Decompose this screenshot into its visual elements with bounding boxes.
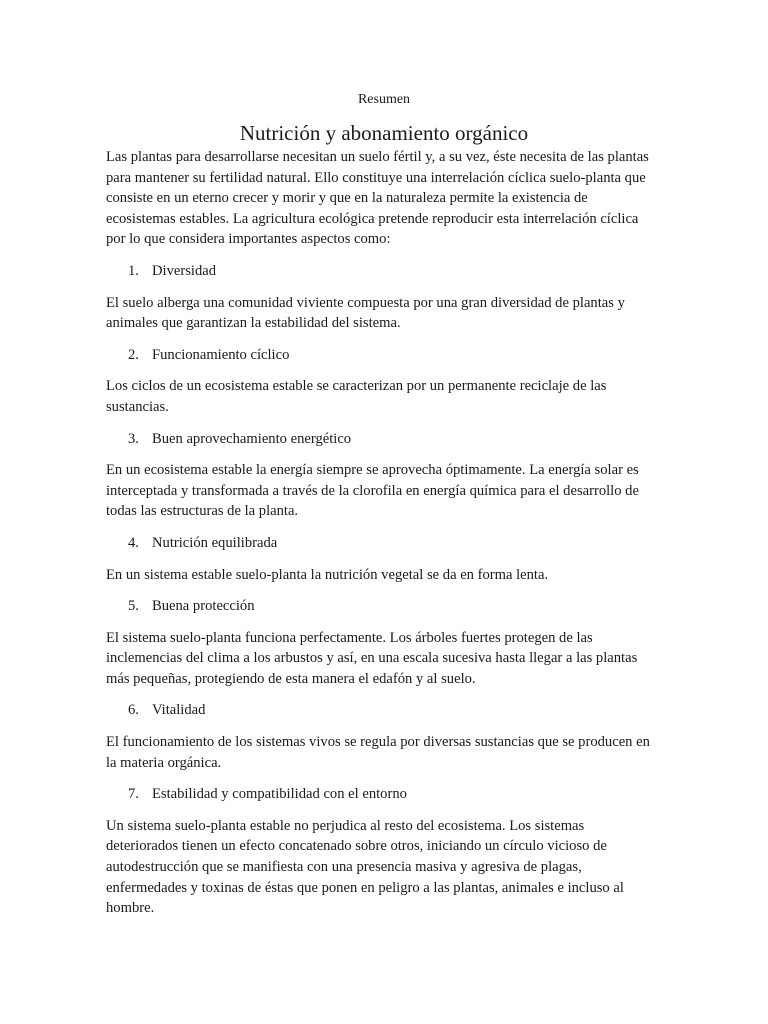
- list-item-number: 6.: [128, 702, 139, 719]
- document-body: [106, 147, 658, 930]
- list-item-heading: [106, 784, 658, 805]
- list-item-number: 2.: [128, 346, 139, 363]
- list-item-title: Diversidad: [152, 262, 217, 279]
- list-item-title: Buen aprovechamiento energético: [152, 430, 352, 447]
- list-item-number: 3.: [128, 430, 139, 447]
- list-item-heading: [106, 345, 658, 366]
- list-item-heading: [106, 429, 658, 450]
- list-item-paragraph: Un sistema suelo-planta estable no perjudica al resto del ecosistema. Los sistemas deteriorados tienen un efecto concatenado sobre otros, iniciando un círculo vicioso de autodestrucción que se manifiesta con una presencia masiva y agresiva de plagas, enfermedades y toxinas de éstas que ponen en peligro a las plantas, animales e incluso al hombre.: [106, 817, 624, 917]
- list-item-number: 7.: [128, 786, 139, 803]
- list-item-title: Estabilidad y compatibilidad con el entorno: [152, 786, 407, 803]
- list-item-paragraph: En un sistema estable suelo-planta la nutrición vegetal se da en forma lenta.: [106, 566, 549, 583]
- header-label: Resumen: [357, 92, 411, 107]
- list-item-paragraph: Los ciclos de un ecosistema estable se caracterizan por un permanente reciclaje de las sustancias.: [106, 378, 607, 415]
- list-item-paragraph: El funcionamiento de los sistemas vivos se regula por diversas sustancias que se producen en la materia orgánica.: [106, 734, 650, 771]
- list-item-heading: [106, 533, 658, 554]
- intro-paragraph: Las plantas para desarrollarse necesitan un suelo fértil y, a su vez, éste necesita de las plantas para mantener su fertilidad natural. Ello constituye una interrelación cíclica suelo-planta que consiste en un eterno crecer y morir y que en la naturaleza permite la existencia de ecosistemas estables. La agricultura ecológica pretende reproducir esta interrelación cíclica por lo que considera importantes aspectos como:: [106, 149, 649, 248]
- list-item-paragraph: El suelo alberga una comunidad viviente compuesta por una gran diversidad de plantas y animales que garantizan la estabilidad del sistema.: [106, 294, 625, 332]
- list-item-number: 5.: [128, 598, 139, 615]
- list-item-number: 1.: [128, 262, 139, 279]
- list-item-heading: [106, 596, 658, 617]
- list-item-paragraph: El sistema suelo-planta funciona perfectamente. Los árboles fuertes protegen de las inclemencias del clima a los arbustos y así, en una escala sucesiva hasta llegar a las plantas más pequeñas, protegiendo de esta manera el edafón y al suelo.: [106, 629, 638, 687]
- list-item-title: Buena protección: [152, 598, 255, 615]
- list-item-title: Funcionamiento cíclico: [152, 346, 290, 363]
- list-item-title: Vitalidad: [152, 702, 206, 719]
- list-item-heading: [106, 261, 658, 282]
- list-item-title: Nutrición equilibrada: [152, 534, 278, 551]
- list-item-heading: [106, 700, 658, 721]
- document-title: Nutrición y abonamiento orgánico: [239, 121, 529, 145]
- list-item-paragraph: En un ecosistema estable la energía siempre se aprovecha óptimamente. La energía solar es interceptada y transformada a través de la clorofila en energía química para el desarrollo de todas las estructuras de la planta.: [106, 462, 639, 520]
- list-item-number: 4.: [128, 534, 139, 551]
